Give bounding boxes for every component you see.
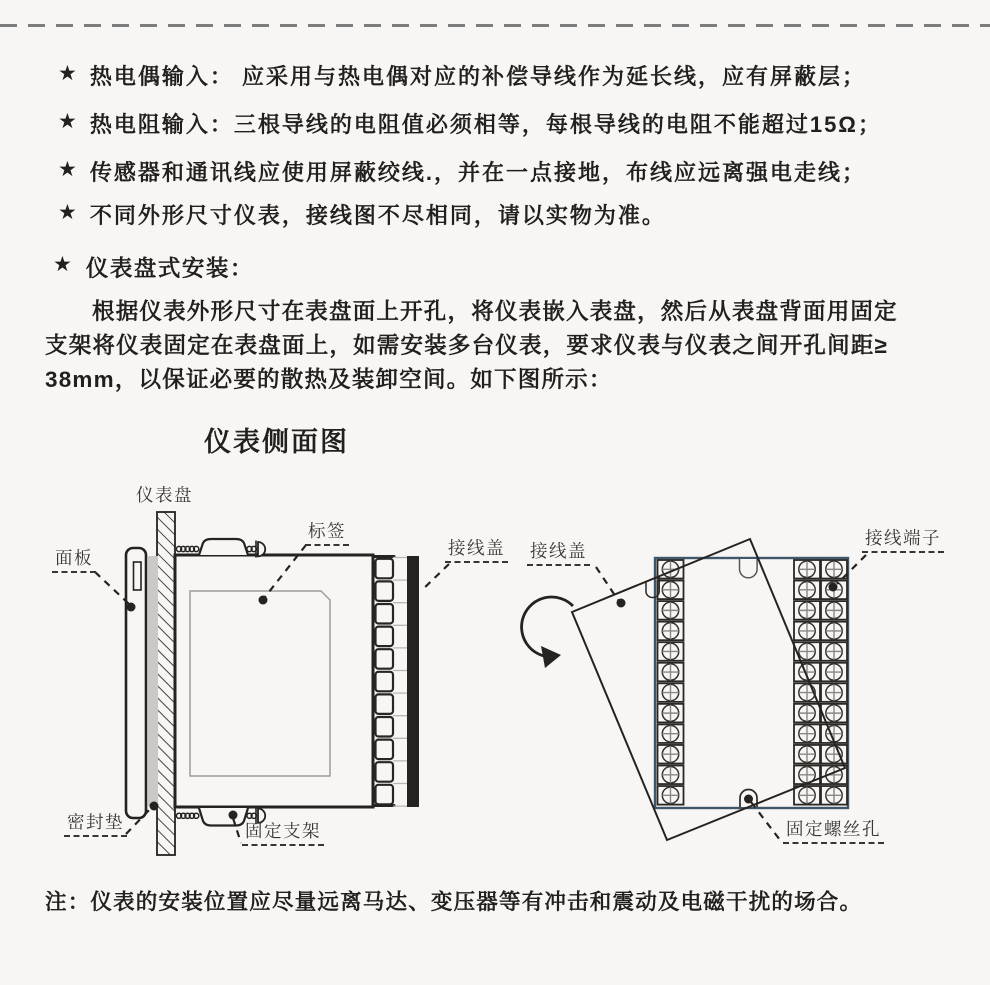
rotation-arrow-icon [522, 597, 573, 657]
bullet-text: 热电阻输入：三根导线的电阻值必须相等，每根导线的电阻不能超过15Ω； [89, 112, 882, 137]
top-screw-notch [740, 559, 758, 578]
star-icon: ★ [53, 253, 72, 276]
bullet-text: 热电偶输入： 应采用与热电偶对应的补偿导线作为延长线，应有屏蔽层； [89, 64, 866, 89]
bullet-text: 不同外形尺寸仪表，接线图不尽相同，请以实物为准。 [89, 203, 666, 228]
rear-terminal-view [522, 539, 848, 840]
diagram-title: 仪表侧面图 [204, 427, 349, 457]
section-heading: 仪表盘式安装： [85, 256, 254, 281]
label-panel-board: 仪表盘 [136, 485, 193, 505]
star-icon: ★ [58, 62, 77, 85]
terminal-strip [376, 558, 407, 807]
front-panel-outline [126, 548, 146, 818]
bullet-text: 传感器和通讯线应使用屏蔽绞线.，并在一点接地，布线应远离强电走线； [89, 160, 866, 185]
star-icon: ★ [58, 158, 77, 181]
rotation-arrowhead [541, 646, 561, 668]
star-icon: ★ [58, 110, 77, 133]
star-icon: ★ [58, 201, 77, 224]
paragraph-line: 根据仪表外形尺寸在表盘面上开孔，将仪表嵌入表盘，然后从表盘背面用固定 [92, 299, 898, 324]
paragraph-line: 支架将仪表固定在表盘面上，如需安装多台仪表，要求仪表与仪表之间开孔间距≥ [45, 333, 889, 358]
paragraph-line: 38mm，以保证必要的散热及装卸空间。如下图所示： [45, 367, 613, 392]
sealing-gasket-strip [148, 556, 158, 806]
panel-mount-side-view [126, 512, 419, 855]
panel-wall-hatched [157, 512, 175, 855]
label-tag: 标签 [305, 521, 349, 546]
fixing-bracket-bottom [199, 808, 248, 826]
bracket-screw-head-top [258, 542, 265, 556]
label-wiring-cover-left: 接线盖 [445, 538, 508, 563]
wiring-cover-bar [407, 556, 419, 807]
label-wiring-cover-right: 接线盖 [527, 541, 590, 566]
fixing-bracket-top [199, 539, 248, 555]
label-sealing-gasket: 密封垫 [64, 812, 127, 837]
label-fixing-bracket: 固定支架 [242, 821, 324, 846]
label-front-panel: 面板 [52, 548, 96, 573]
label-screw-hole: 固定螺丝孔 [783, 819, 884, 844]
instrument-body [175, 555, 373, 807]
bottom-note: 注：仪表的安装位置应尽量远离马达、变压器等有冲击和震动及电磁干扰的场合。 [45, 890, 863, 914]
label-terminal: 接线端子 [862, 528, 944, 553]
